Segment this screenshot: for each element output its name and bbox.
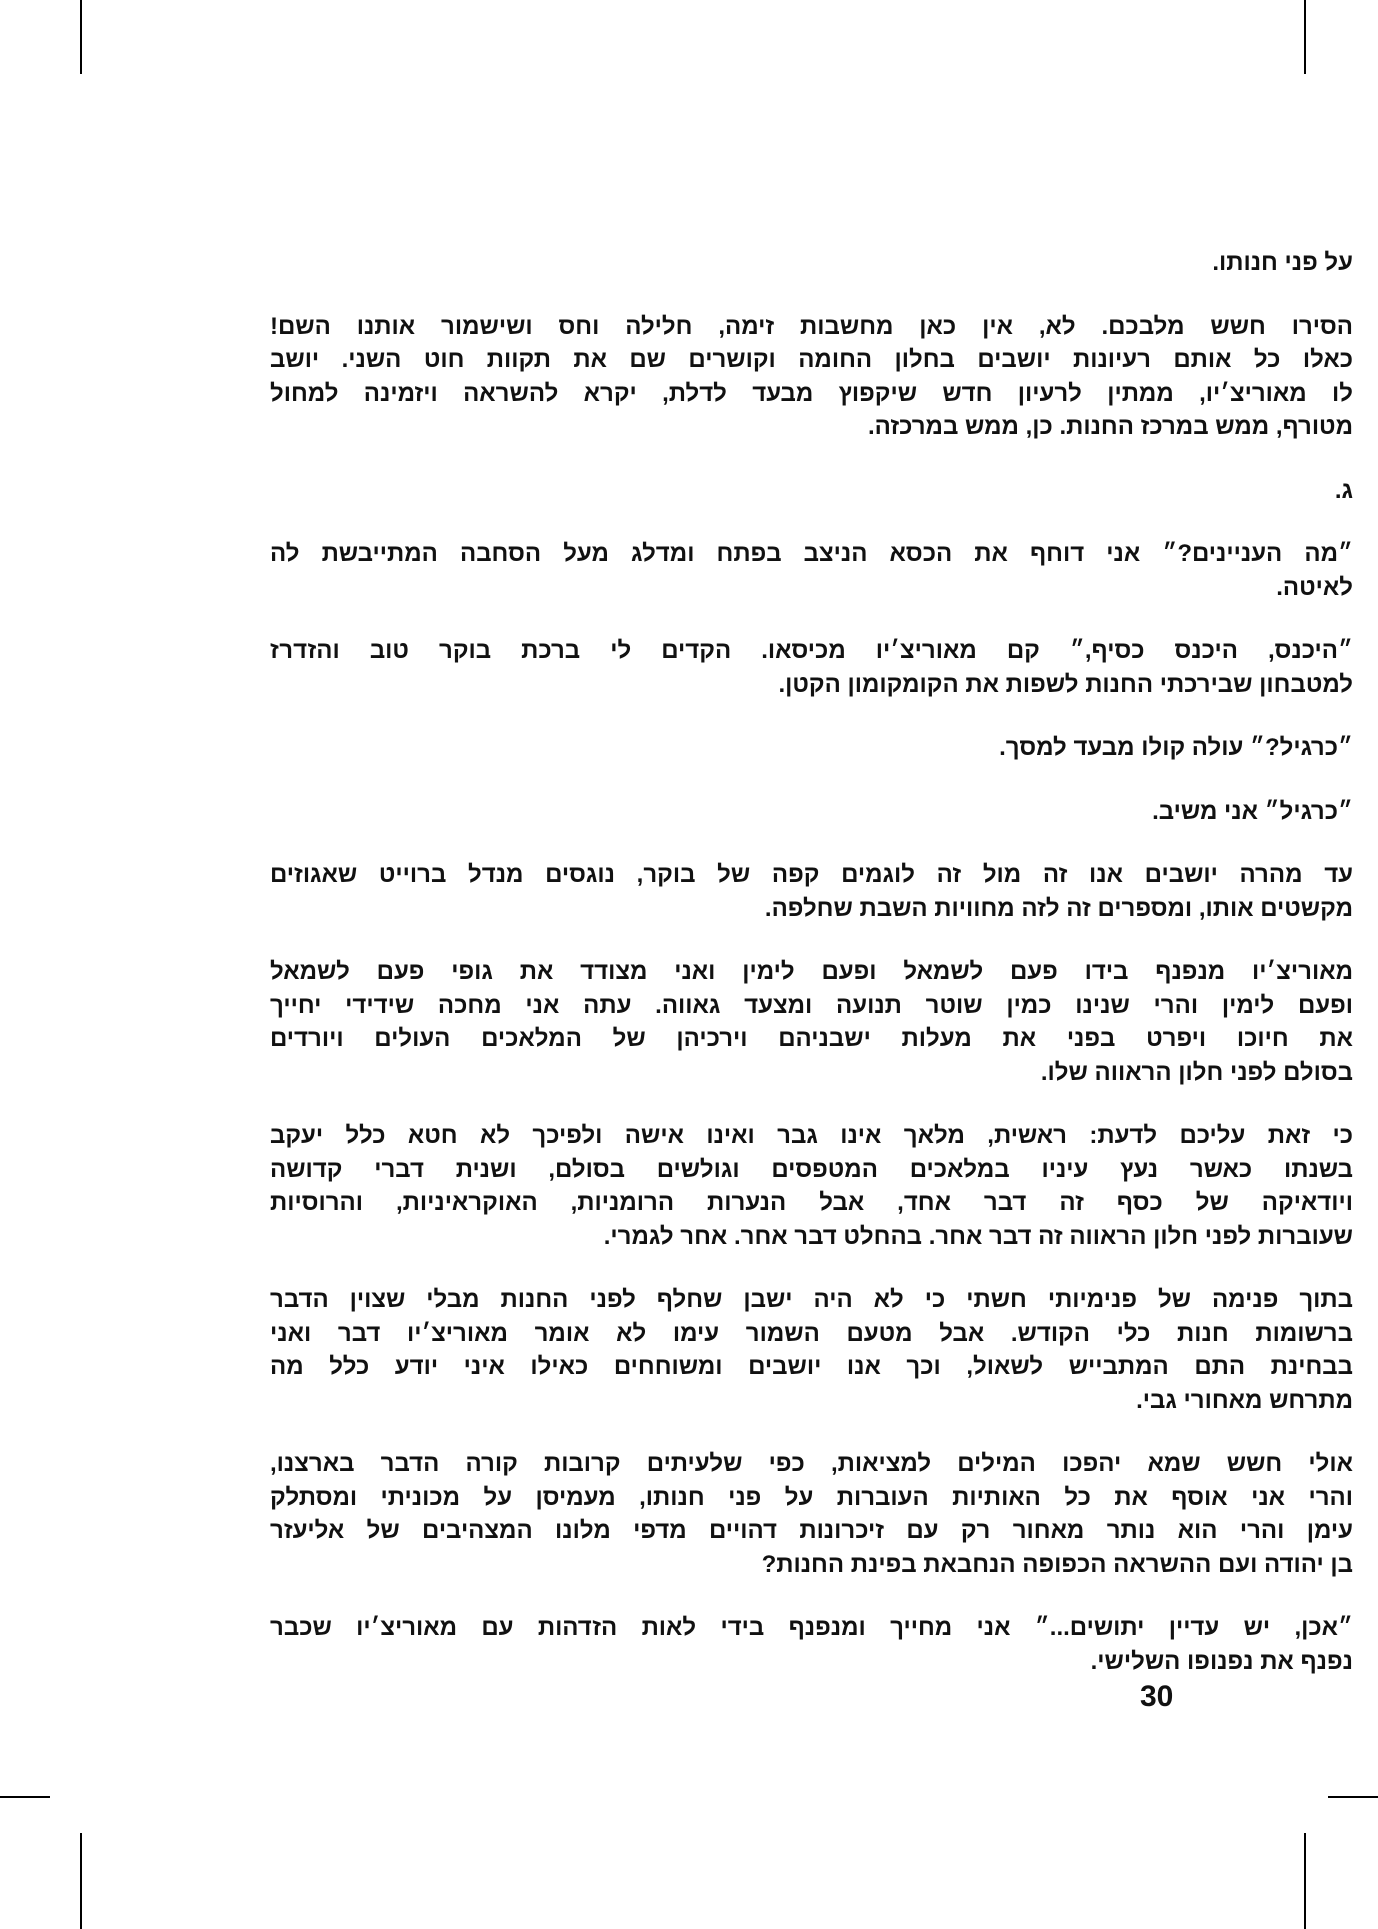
text-line: לאיטה. — [1276, 573, 1353, 601]
text-line: והרי אני אוסף את כל האותיות העוברות על פני חנותו, מעמיסן על מכוניתי ומסתלק — [270, 1483, 1353, 1511]
text-line: כי זאת עליכם לדעת: ראשית, מלאך אינו גבר ואינו אישה ולפיכך לא חטא כלל יעקב — [270, 1122, 1353, 1149]
crop-mark-bottom-right — [1304, 1833, 1306, 1929]
text-line: ״כרגיל?״ עולה קולו מבעד למסך. — [999, 734, 1353, 761]
text-line: ג. — [1334, 476, 1353, 504]
text-line: בבחינת התם המתבייש לשאול, וכך אנו יושבים ומשוחחים כאילו איני יודע כלל מה — [270, 1353, 1353, 1380]
crop-mark-top-right — [1304, 0, 1306, 74]
text-line: בתוך פנימה של פנימיותי חשתי כי לא היה ישבן שחלף לפני החנות מבלי שצוין הדבר — [270, 1286, 1353, 1313]
text-line: ״אכן, יש עדיין יתושים...״ אני מחייך ומנפנף בידי לאות הזדהות עם מאוריצ׳יו שכבר — [270, 1614, 1353, 1641]
text-line: מתרחש מאחורי גבי. — [1136, 1386, 1353, 1414]
text-line: אולי חשש שמא יהפכו המילים למציאות, כפי שלעיתים קרובות קורה הדבר בארצנו, — [270, 1450, 1353, 1477]
paragraph — [270, 858, 1353, 925]
text-line: ופעם לימין והרי שנינו כמין שוטר תנועה ומצעד גאווה. עתה אני מחכה שידידי יחייך — [270, 991, 1353, 1019]
crop-mark-top-left — [80, 0, 82, 74]
paragraph — [270, 955, 1353, 1089]
text-line: בשנתו כאשר נעץ עיניו במלאכים המטפסים וגולשים בסולם, ושנית דברי קדושה — [270, 1155, 1353, 1183]
paragraph — [270, 731, 1353, 765]
text-line: נפנף את נפנופו השלישי. — [1090, 1647, 1353, 1675]
text-line: מקשטים אותו, ומספרים זה לזה מחוויות השבת שחלפה. — [764, 894, 1353, 922]
text-line: ויודאיקה של כסף זה דבר אחד, אבל הנערות הרומניות, האוקראיניות, והרוסיות — [270, 1189, 1353, 1216]
paragraph — [270, 1283, 1353, 1417]
text-line: כאלו כל אותם רעיונות יושבים בחלון החומה וקושרים שם את תקוות חוט השני. יושב — [270, 346, 1353, 373]
text-line: על פני חנותו. — [1212, 249, 1353, 276]
text-line: את חיוכו ויפרט בפני את מעלות ישבניהם וירכיהן של המלאכים העולים ויורדים — [270, 1025, 1353, 1052]
text-line: למטבחון שבירכתי החנות לשפות את הקומקומון הקטן. — [778, 670, 1353, 698]
text-line: בן יהודה ועם ההשראה הכפופה הנחבאת בפינת החנות? — [761, 1550, 1353, 1578]
text-line: עימן והרי הוא נותר מאחור רק עם זיכרונות דהויים מדפי מלונו המצהיבים של אליעזר — [270, 1517, 1353, 1544]
paragraph — [270, 246, 1353, 280]
text-line: הסירו חשש מלבכם. לא, אין כאן מחשבות זימה, חלילה וחס ושישמור אותנו השם! — [270, 312, 1353, 340]
crop-mark-right-horizontal — [1328, 1796, 1378, 1798]
paragraph — [270, 310, 1353, 444]
text-line: ״כרגיל״ אני משיב. — [1152, 797, 1353, 825]
section-heading — [270, 474, 1353, 508]
crop-mark-left-horizontal — [0, 1796, 50, 1798]
paragraph — [270, 1447, 1353, 1581]
text-line: לו מאוריצ׳יו, ממתין לרעיון חדש שיקפוץ מבעד לדלת, יקרא להשראה ויזמינה למחול — [270, 379, 1353, 407]
page-number: 30 — [1140, 1680, 1174, 1713]
text-line: בסולם לפני חלון הראווה שלו. — [1040, 1058, 1353, 1086]
crop-mark-bottom-left — [80, 1833, 82, 1929]
paragraph — [270, 1611, 1353, 1678]
body-text — [270, 246, 1353, 1708]
text-line: מאוריצ׳יו מנפנף בידו פעם לשמאל ופעם לימין ואני מצודד את גופי פעם לשמאל — [270, 958, 1353, 985]
text-line: שעוברות לפני חלון הראווה זה דבר אחר. בהחלט דבר אחר. אחר לגמרי. — [603, 1222, 1353, 1250]
paragraph — [270, 1119, 1353, 1253]
paragraph — [270, 537, 1353, 604]
text-line: ברשומות חנות כלי הקודש. אבל מטעם השמור עימו לא אומר מאוריצ׳יו דבר ואני — [270, 1319, 1353, 1347]
paragraph — [270, 795, 1353, 829]
text-line: עד מהרה יושבים אנו זה מול זה לוגמים קפה של בוקר, נוגסים מנדל ברוייט שאגוזים — [270, 861, 1353, 888]
text-line: ״מה העניינים?״ אני דוחף את הכסא הניצב בפתח ומדלג מעל הסחבה המתייבשת לה — [270, 540, 1353, 567]
text-line: ״היכנס, היכנס כסיף,״ קם מאוריצ׳יו מכיסאו. הקדים לי ברכת בוקר טוב והזדרז — [270, 637, 1353, 664]
text-line: מטורף, ממש במרכז החנות. כן, ממש במרכזה. — [867, 413, 1353, 440]
paragraph — [270, 634, 1353, 701]
